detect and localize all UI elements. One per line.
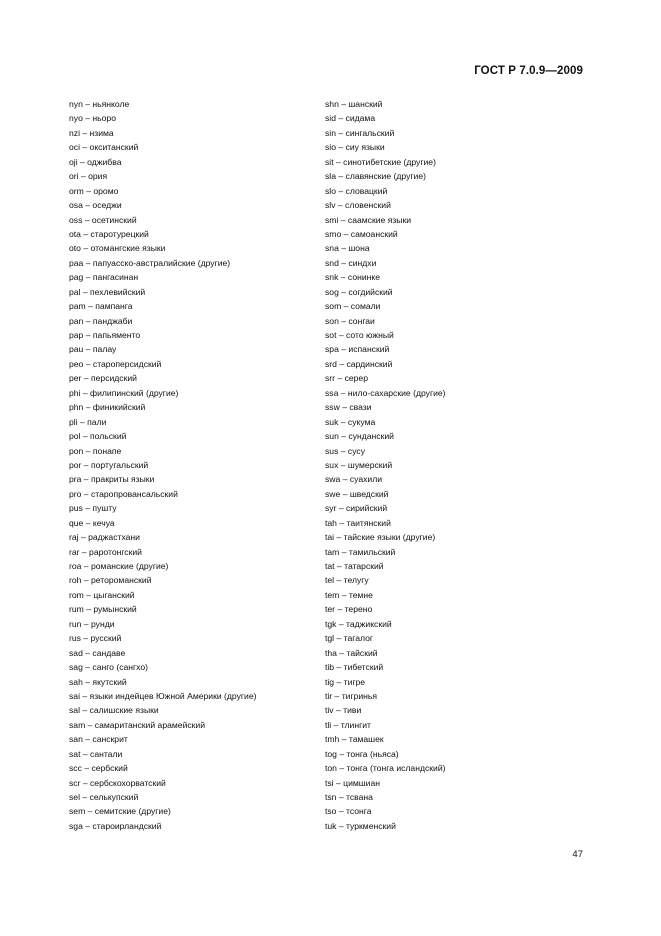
language-code-entry: shn – шанский: [325, 99, 383, 109]
language-code-entry: nyo – ньоро: [69, 113, 116, 124]
language-code-entry: sag – санго (сангхо): [69, 662, 149, 673]
language-code-entry: srr – серер: [325, 373, 368, 384]
language-code-entry: sad – сандаве: [69, 647, 126, 658]
language-code-entry: pol – польский: [69, 431, 127, 442]
language-code-entry: tir – тигринья: [325, 690, 378, 701]
language-code-entry: nzi – нзима: [69, 127, 114, 138]
language-code-entry: sla – славянские (другие): [325, 171, 426, 182]
language-code-entry: swa – суахили: [325, 474, 383, 485]
language-code-entry: spa – испанский: [325, 344, 390, 355]
language-code-entry: sux – шумерский: [325, 459, 393, 470]
language-code-entry: roa – романские (другие): [69, 561, 169, 571]
language-code-entry: sel – селькупский: [69, 792, 139, 802]
language-code-entry: oss – осетинский: [69, 214, 137, 225]
language-code-entry: tat – татарский: [325, 561, 384, 571]
language-code-entry: rus – русский: [69, 633, 122, 644]
language-code-entry: que – кечуа: [69, 517, 115, 528]
language-code-entry: oci – окситанский: [69, 142, 139, 153]
language-code-entry: sio – сиу языки: [325, 142, 385, 153]
language-code-entry: peo – староперсидский: [69, 358, 162, 369]
page-number: 47: [572, 849, 583, 860]
language-code-entry: pag – пангасинан: [69, 272, 139, 283]
language-code-entry: rom – цыганский: [69, 589, 135, 600]
language-code-entry: tig – тигре: [325, 676, 366, 687]
language-code-entry: osa – оседжи: [69, 200, 122, 211]
language-code-entry: ori – ория: [69, 171, 108, 182]
language-code-entry: tsn – тсвана: [325, 792, 373, 802]
language-code-entry: sai – языки индейцев Южной Америки (другие): [69, 690, 257, 701]
language-code-entry: rar – раротонгский: [69, 546, 142, 557]
language-code-entry: run – рунди: [69, 618, 115, 629]
language-code-entry: sus – сусу: [325, 445, 366, 456]
language-code-entry: scr – сербскохорватский: [69, 777, 166, 788]
language-code-entry: ssw – свази: [325, 402, 372, 413]
language-code-entry: tib – тибетский: [325, 662, 384, 673]
language-code-entry: sat – сантали: [69, 748, 123, 759]
language-code-entry: snk – сонинке: [325, 272, 381, 283]
language-code-entry: ota – старотурецкий: [69, 228, 149, 239]
language-code-entry: orm – оромо: [69, 185, 119, 196]
language-code-entry: tam – тамильский: [325, 546, 396, 557]
language-code-entry: sna – шона: [325, 243, 370, 254]
language-code-entry: pli – пали: [69, 416, 107, 427]
language-code-entry: tgk – таджикский: [325, 618, 392, 629]
language-code-entry: sun – сунданский: [325, 431, 394, 442]
language-code-entry: sit – синотибетские (другие): [325, 156, 436, 167]
language-code-entry: ton – тонга (тонга исландский): [325, 763, 446, 774]
language-codes-left-column: [69, 97, 319, 833]
language-code-entry: tli – тлингит: [325, 719, 371, 730]
language-code-entry: sem – семитские (другие): [69, 806, 171, 817]
language-code-entry: tsi – цимшиан: [325, 777, 380, 788]
language-code-entry: sah – якутский: [69, 676, 127, 687]
language-code-entry: paa – папуасско-австралийские (другие): [69, 257, 231, 268]
language-code-entry: smi – саамские языки: [325, 214, 412, 225]
language-code-entry: oji – оджибва: [69, 156, 122, 167]
language-code-entry: son – сонгаи: [325, 315, 375, 326]
language-code-entry: tgl – тагалог: [325, 633, 373, 644]
language-code-entry: pau – палау: [69, 344, 117, 355]
language-code-entry: pam – пампанга: [69, 301, 133, 312]
language-code-entry: pon – понапе: [69, 445, 122, 456]
language-code-entry: scc – сербский: [69, 763, 128, 774]
language-code-entry: sid – сидама: [325, 113, 376, 124]
language-code-entry: pap – папьяменто: [69, 330, 141, 340]
language-code-entry: tha – тайский: [325, 647, 378, 658]
language-code-entry: pan – панджаби: [69, 315, 133, 326]
language-code-entry: por – португальский: [69, 459, 149, 470]
language-code-entry: srd – сардинский: [325, 358, 393, 369]
language-code-entry: tai – тайские языки (другие): [325, 532, 436, 543]
language-code-entry: tem – темне: [325, 589, 373, 600]
language-code-entry: smo – самоанский: [325, 228, 398, 239]
language-code-entry: som – сомали: [325, 301, 381, 312]
language-code-entry: slv – словенский: [325, 200, 391, 211]
language-code-entry: tmh – тамашек: [325, 734, 384, 745]
language-code-entry: tso – тсонга: [325, 806, 372, 817]
language-code-entry: pal – пехлевийский: [69, 286, 146, 297]
language-code-entry: swe – шведский: [325, 488, 389, 499]
language-code-entry: ssa – нило-сахарские (другие): [325, 387, 446, 398]
document-code-header: ГОСТ Р 7.0.9—2009: [474, 65, 583, 77]
language-code-entry: nyn – ньянколе: [69, 99, 130, 109]
language-code-entry: sot – сото южный: [325, 330, 394, 340]
language-code-entry: raj – раджастхани: [69, 532, 140, 543]
language-code-entry: tel – телугу: [325, 575, 369, 586]
language-code-entry: syr – сирийский: [325, 503, 388, 514]
language-code-entry: tah – таитянский: [325, 517, 391, 528]
language-code-entry: rum – румынский: [69, 604, 137, 615]
language-code-entry: sin – сингальский: [325, 127, 395, 138]
language-code-entry: sog – согдийский: [325, 286, 393, 297]
language-code-entry: sam – самаританский арамейский: [69, 719, 206, 730]
language-code-entry: sga – староирландский: [69, 820, 162, 831]
language-code-entry: roh – ретороманский: [69, 575, 152, 586]
language-code-entry: ter – терено: [325, 604, 373, 615]
language-code-entry: pra – пракриты языки: [69, 474, 155, 485]
language-code-entry: tiv – тиви: [325, 705, 362, 716]
language-code-entry: phn – финикийский: [69, 402, 146, 413]
language-code-entry: san – санскрит: [69, 734, 128, 745]
language-code-entry: slo – словацкий: [325, 185, 388, 196]
language-code-entry: oto – отомангские языки: [69, 243, 166, 254]
language-code-entry: per – персидский: [69, 373, 137, 384]
language-code-entry: snd – синдхи: [325, 257, 377, 268]
language-code-entry: pus – пушту: [69, 503, 117, 514]
language-code-entry: tuk – туркменский: [325, 820, 396, 831]
language-code-entry: pro – старопровансальский: [69, 488, 178, 499]
language-code-entry: suk – сукума: [325, 416, 376, 427]
language-codes-right-column: [325, 97, 585, 833]
language-code-entry: tog – тонга (ньяса): [325, 748, 399, 759]
language-code-entry: sal – салишские языки: [69, 705, 159, 716]
language-code-entry: phi – филипинский (другие): [69, 387, 179, 398]
